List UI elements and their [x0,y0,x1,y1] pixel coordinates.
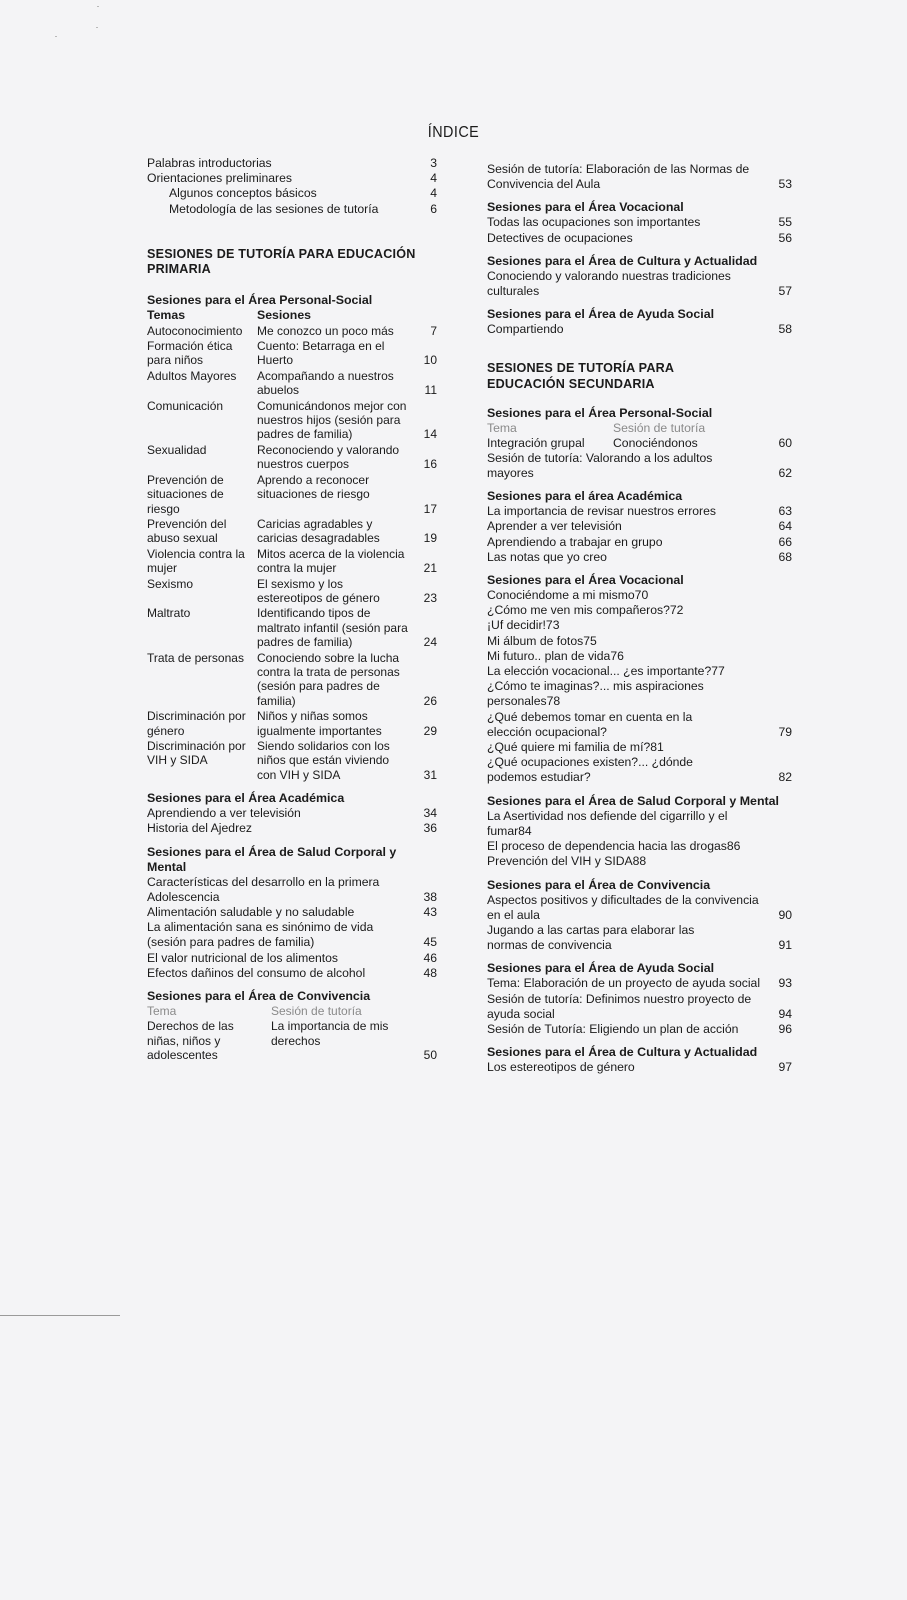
table-row: Prevención del abuso sexual Caricias agradables y caricias desagradables 19 [147,516,437,546]
toc-entry: Alimentación saludable y no saludable 43 [147,905,437,920]
toc-entry: La Asertividad nos defiende del cigarrillo y el fumar84 [487,808,728,838]
table-row: Formación ética para niños Cuento: Betarraga en el Huerto 10 [147,339,437,368]
toc-entry: Mi álbum de fotos75 [487,633,597,648]
table-row: Sexualidad Reconociendo y valorando nuestros cuerpos 16 [147,442,437,472]
section-heading: Sesiones para el área Académica [487,489,683,504]
table-row: Maltrato Identificando tipos de maltrato infantil (sesión para padres de familia) 24 [147,606,437,650]
col-tema: Tema [147,1004,177,1019]
toc-entry: El valor nutricional de los alimentos 46 [147,950,437,965]
toc-entry: Aspectos positivos y dificultades de la convivencia en el aula 90 [487,892,792,922]
right-column [487,162,792,1075]
section-heading: Sesiones para el Área de Salud Corporal y Mental [487,793,779,808]
table-row: Trata de personas Conociendo sobre la lucha contra la trata de personas (sesión para padres de familia) 26 [147,650,437,708]
table-header [147,308,437,323]
table-header [487,421,792,436]
toc-entry: ¡Uf decidir!73 [487,618,560,633]
col-tema: Tema [487,420,517,435]
intro-list [147,156,437,217]
toc-entry: Aprendiendo a trabajar en grupo 66 [487,534,792,549]
section-heading: Sesiones para el Área Vocacional [487,573,684,588]
table-row: Violencia contra la mujer Mitos acerca de la violencia contra la mujer 21 [147,546,437,576]
toc-entry: Prevención del VIH y SIDA88 [487,854,647,869]
toc-entry: El proceso de dependencia hacia las drogas86 [487,839,741,854]
table-row: Discriminación por VIH y SIDA Siendo solidarios con los niños que están viviendo con VIH y SIDA 31 [147,739,437,782]
toc-entry: Aprender a ver televisión 64 [487,519,792,534]
left-column [147,156,437,1064]
col-sesion: Sesión de tutoría [271,1004,362,1019]
toc-entry: Compartiendo 58 [487,322,792,337]
toc-entry: Metodología de las sesiones de tutoría 6 [169,201,437,216]
section-heading: Sesiones para el Área de Convivencia [147,989,371,1004]
section-heading: Sesiones para el Área de Cultura y Actualidad [487,1045,758,1060]
scan-speck [96,27,98,28]
toc-entry: Efectos dañinos del consumo de alcohol 48 [147,965,437,980]
col-sesion: Sesión de tutoría [613,420,706,435]
toc-entry: Sesión de Tutoría: Eligiendo un plan de acción 96 [487,1021,792,1036]
toc-entry: ¿Cómo me ven mis compañeros?72 [487,603,684,618]
scan-speck [55,36,57,37]
scan-speck [97,6,99,7]
toc-entry: Todas las ocupaciones son importantes 55 [487,215,792,230]
section-heading: Sesiones para el Área de Convivencia [487,877,711,892]
toc-entry: ¿Cómo te imaginas?... mis aspiraciones personales78 [487,679,704,709]
col-sesiones: Sesiones [257,308,311,323]
section-heading: Sesiones para el Área Personal-Social [147,293,373,308]
convivencia-table [147,1004,437,1064]
table-row: Discriminación por género Niños y niñas somos igualmente importantes 29 [147,709,437,738]
toc-entry: Sesión de tutoría: Valorando a los adultos mayores 62 [487,450,792,481]
toc-entry: Tema: Elaboración de un proyecto de ayuda social 93 [487,976,792,991]
toc-entry: Historia del Ajedrez 36 [147,821,437,836]
table-row: Prevención de situaciones de riesgo Aprendo a reconocer situaciones de riesgo 17 [147,472,437,516]
toc-entry: Aprendiendo a ver televisión 34 [147,806,437,821]
toc-entry: Detectives de ocupaciones 56 [487,230,792,245]
primaria-heading: SESIONES DE TUTORÍA PARA EDUCACIÓN PRIMARIA [147,246,416,277]
table-header [147,1004,437,1019]
secundaria-heading: SESIONES DE TUTORÍA PARA EDUCACIÓN SECUNDARIA [487,361,674,391]
toc-entry: Orientaciones preliminares 4 [147,171,437,186]
table-row: Adultos Mayores Acompañando a nuestros abuelos 11 [147,368,437,398]
table-row: Autoconocimiento Me conozco un poco más 7 [147,323,437,338]
toc-entry: Conociéndome a mi mismo70 [487,588,649,603]
table-row: Sexismo El sexismo y los estereotipos de género 23 [147,576,437,605]
section-heading: Sesiones para el Área Académica [147,791,345,806]
toc-entry: Algunos conceptos básicos 4 [169,186,437,201]
table-row: Derechos de las niñas, niños y adolescentes La importancia de mis derechos 50 [147,1019,437,1063]
section-heading: Sesiones para el Área de Cultura y Actualidad [487,253,758,268]
section-heading: Sesiones para el Área Personal-Social [487,405,713,420]
toc-entry: La elección vocacional... ¿es importante?77 [487,664,725,679]
page-title: ÍNDICE [427,124,480,141]
section-heading: Sesiones para el Área de Salud Corporal y Mental [147,844,397,874]
toc-entry: La alimentación sana es sinónimo de vida (sesión para padres de familia) 45 [147,920,437,950]
toc-entry: Características del desarrollo en la primera Adolescencia 38 [147,874,437,904]
toc-entry: Sesión de tutoría: Elaboración de las Normas de Convivencia del Aula 53 [487,162,792,192]
section-heading: Sesiones para el Área de Ayuda Social [487,961,715,976]
toc-entry: Los estereotipos de género 97 [487,1060,792,1075]
section-heading: Sesiones para el Área Vocacional [487,200,684,215]
toc-entry: Mi futuro.. plan de vida76 [487,648,624,663]
table-row: Integración grupal Conociéndonos 60 [487,435,792,450]
toc-entry: Jugando a las cartas para elaborar las normas de convivencia 91 [487,922,792,953]
section-heading: Sesiones para el Área de Ayuda Social [487,307,715,322]
personal-social-table [147,308,437,783]
scan-edge-line [0,1315,120,1316]
table-row: Comunicación Comunicándonos mejor con nuestros hijos (sesión para padres de familia) 14 [147,398,437,442]
toc-entry: ¿Qué quiere mi familia de mí?81 [487,740,664,755]
toc-entry: La importancia de revisar nuestros errores 63 [487,504,792,519]
toc-entry: ¿Qué debemos tomar en cuenta en la elección ocupacional? 79 [487,709,792,739]
toc-entry: Conociendo y valorando nuestras tradiciones culturales 57 [487,268,792,299]
col-temas: Temas [147,308,186,323]
toc-entry: ¿Qué ocupaciones existen?... ¿dónde podemos estudiar? 82 [487,755,792,785]
toc-entry: Sesión de tutoría: Definimos nuestro proyecto de ayuda social 94 [487,991,792,1021]
toc-entry: Las notas que yo creo 68 [487,549,792,564]
toc-entry: Palabras introductorias 3 [147,156,437,170]
